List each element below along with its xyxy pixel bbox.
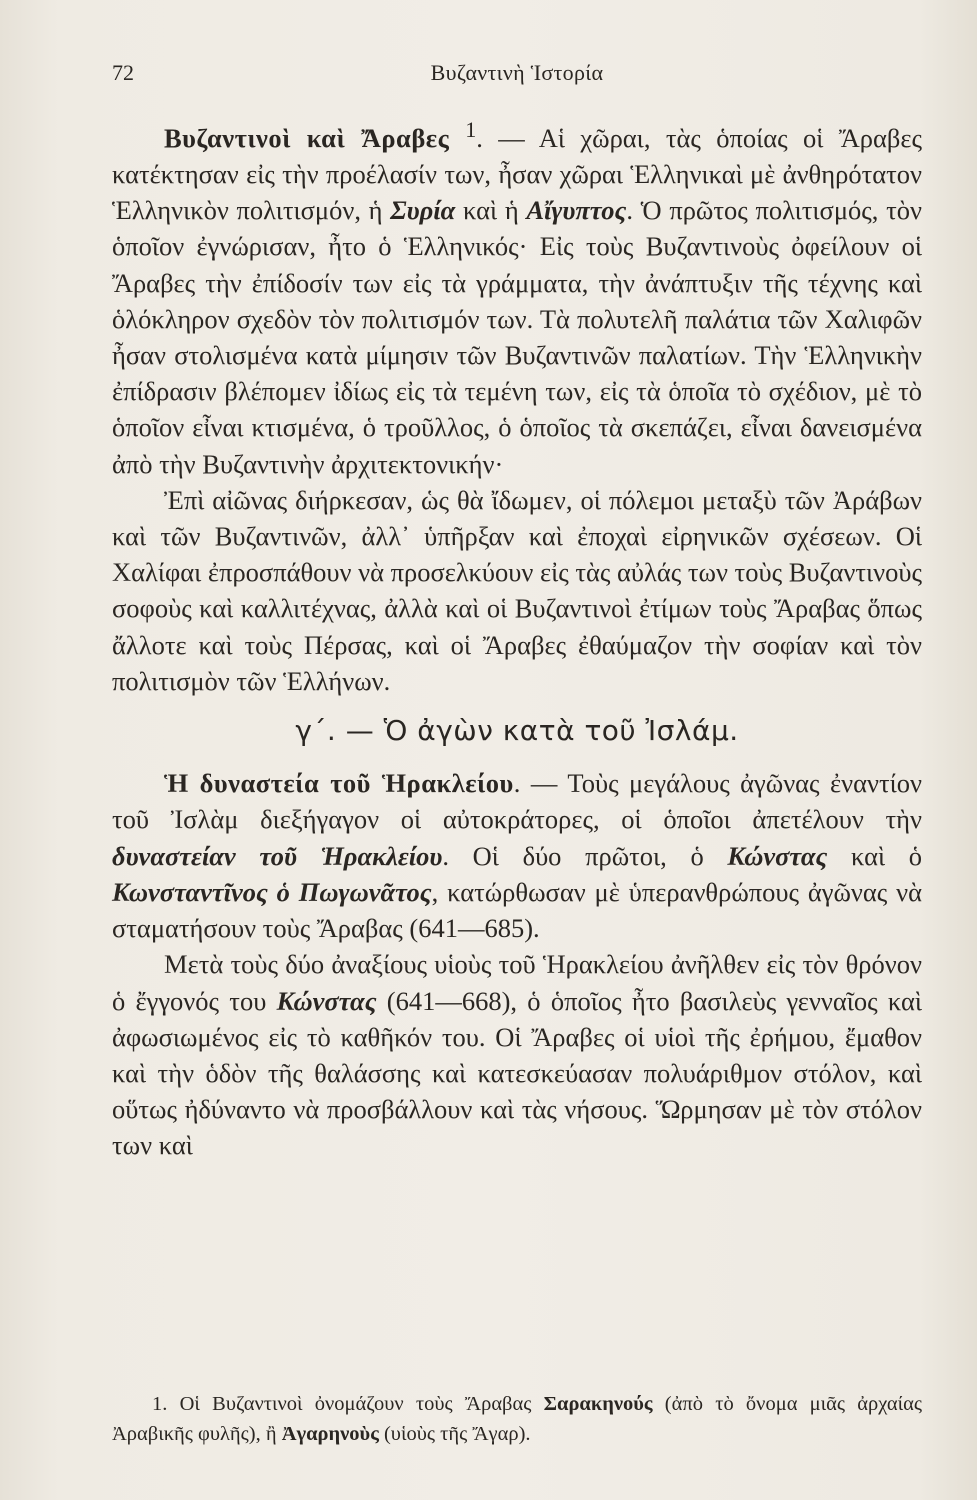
emphasis-konstantinos-pogonatos: Κωνσταντῖνος ὁ Πωγωνᾶτος (112, 876, 432, 907)
section-lead-byzantines-arabs: Βυζαντινοὶ καὶ Ἄραβες (164, 122, 466, 153)
section-lead-heraclian-dynasty: Ἡ δυναστεία τοῦ Ἡρακλείου (164, 768, 514, 799)
footnote: 1. Οἱ Βυζαντινοὶ ὀνομάζουν τοὺς Ἄραβας Σαρακηνούς (ἀπὸ τὸ ὄνομα μιᾶς ἀρχαίας Ἀραβικῆς φυλῆς), ἢ Ἀγαρηνοὺς (υἱοὺς τῆς Ἄγαρ). (112, 1392, 922, 1445)
paragraph-konstas-reign: Μετὰ τοὺς δύο ἀναξίους υἱοὺς τοῦ Ἡρακλείου ἀνῆλθεν εἰς τὸν θρόνον ὁ ἔγγονός του Κώνστας (641—668), ὁ ὁποῖος ἦτο βασιλεὺς γενναῖος καὶ ἀφωσιωμένος εἰς τὸ καθῆκόν του. Οἱ Ἄραβες οἱ υἱοὶ τῆς ἐρήμου, ἔμαθον καὶ τὴν ὁδὸν τῆς θαλάσσης καὶ κατεσκεύασαν πολυάριθμον στόλον, καὶ οὕτως ἠδύναντο νὰ προσβάλλουν καὶ τὰς νήσους. Ὥρμησαν μὲ τὸν στόλον των καὶ (112, 949, 922, 1161)
emphasis-konstas: Κώνστας (727, 840, 828, 871)
footnote-term-agarenes: Ἀγαρηνοὺς (281, 1422, 379, 1445)
page-header (112, 60, 922, 90)
emphasis-egypt: Αἴγυπτος (526, 195, 627, 226)
emphasis-konstas-2: Κώνστας (276, 985, 377, 1016)
main-text (112, 112, 922, 1164)
paragraph-peaceful-relations: Ἐπὶ αἰῶνας διήρκεσαν, ὡς θὰ ἴδωμεν, οἱ πόλεμοι μεταξὺ τῶν Ἀράβων καὶ τῶν Βυζαντινῶν, ἀλλ᾽ ὑπῆρξαν καὶ ἐποχαὶ εἰρηνικῶν σχέσεων. Οἱ Χαλίφαι ἐπροσπάθουν νὰ προσελκύουν εἰς τὰς αὐλάς των τοὺς Βυζαντινοὺς σοφοὺς καὶ καλλιτέχνας, ἀλλὰ καὶ οἱ Βυζαντινοὶ ἐτίμων τοὺς Ἄραβας ὅπως ἄλλοτε καὶ τοὺς Πέρσας, καὶ οἱ Ἄραβες ἐθαύμαζον τὴν σοφίαν καὶ τὸν πολιτισμὸν τῶν Ἑλλήνων. (112, 484, 922, 696)
paragraph-byzantines-and-arabs: Βυζαντινοὶ καὶ Ἄραβες $^1$. — Αἱ χῶραι, τὰς ὁποίας οἱ Ἄραβες κατέκτησαν εἰς τὴν προέλασίν των, ἦσαν χῶραι Ἑλληνικαὶ μὲ ἀνθηρότατον Ἑλληνικὸν πολιτισμόν, ἡ Συρία καὶ ἡ Αἴγυπτος. Ὁ πρῶτος πολιτισμός, τὸν ὁποῖον ἐγνώρισαν, ἦτο ὁ Ἑλληνικός· Εἰς τοὺς Βυζαντινοὺς ὀφείλουν οἱ Ἄραβες τὴν ἐπίδοσίν των εἰς τὰ γράμματα, τὴν ἀνάπτυξιν τῆς τέχνης καὶ ὁλόκληρον σχεδὸν τὸν πολιτισμόν των. Τὰ πολυτελῆ παλάτια τῶν Χαλιφῶν ἦσαν στολισμένα κατὰ μίμησιν τῶν Βυζαντινῶν παλατίων. Τὴν Ἑλληνικὴν ἐπίδρασιν βλέπομεν ἰδίως εἰς τὰ τεμένη των, εἰς τὰ ὁποῖα τὸ σχέδιον, μὲ τὸ ὁποῖον εἶναι κτισμένα, ὁ τροῦλλος, ὁ ὁποῖος τὰ σκεπάζει, εἶναι δανεισμένα ἀπὸ τὴν Βυζαντινὴν ἀρχιτεκτονικήν· (112, 117, 922, 479)
emphasis-heraclian-dynasty: δυναστείαν τοῦ Ἡρακλείου (112, 840, 443, 871)
footnote-term-saracens: Σαρακηνούς (543, 1392, 653, 1415)
running-title: Βυζαντινὴ Ἱστορία (430, 60, 604, 85)
emphasis-syria: Συρία (390, 195, 456, 226)
footnote-reference: 1 (465, 117, 477, 142)
paragraph-heraclian-dynasty: Ἡ δυναστεία τοῦ Ἡρακλείου. — Τοὺς μεγάλους ἀγῶνας ἐναντίον τοῦ Ἰσλὰμ διεξήγαγον οἱ αὐτοκράτορες, οἱ ὁποῖοι ἀπετέλουν τὴν δυναστείαν τοῦ Ἡρακλείου. Οἱ δύο πρῶτοι, ὁ Κώνστας καὶ ὁ Κωνσταντῖνος ὁ Πωγωνᾶτος, κατώρθωσαν μὲ ὑπερανθρώπους ἀγῶνας νὰ σταματήσουν τοὺς Ἄραβας (641—685). (112, 768, 923, 944)
page-number: 72 (112, 60, 134, 85)
section-heading: γ΄. — Ὁ ἀγὼν κατὰ τοῦ Ἰσλάμ. (295, 714, 739, 748)
